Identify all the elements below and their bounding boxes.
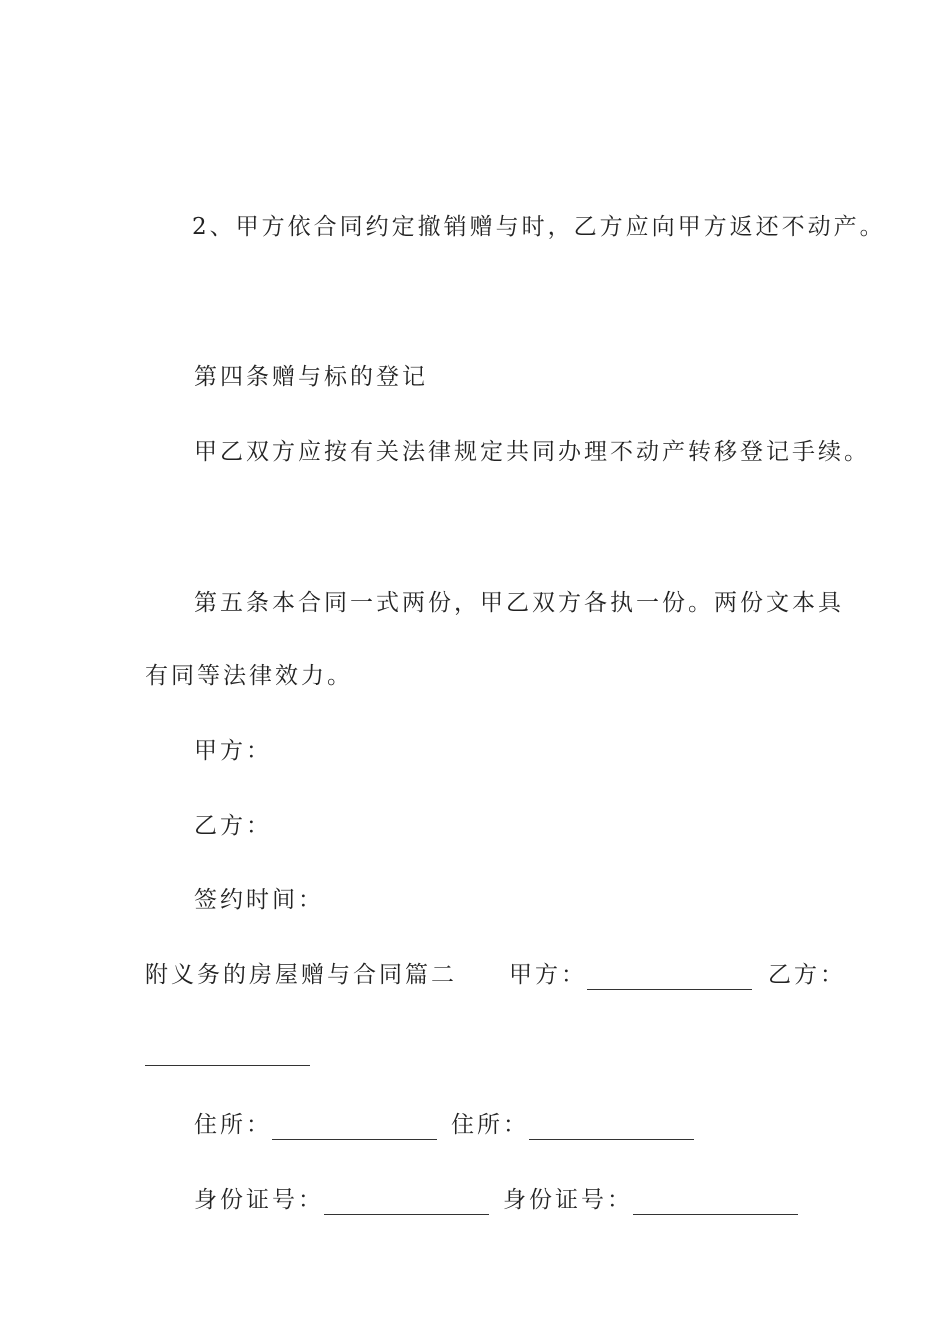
section-2-header-row (145, 960, 846, 990)
clause-3-item-2: 2、甲方依合同约定撤销赠与时，乙方应向甲方返还不动产。 (192, 214, 886, 240)
id-b-label: 身份证号： (503, 1187, 633, 1213)
signature-party-a: 甲方： (194, 738, 272, 764)
clause-4-title: 第四条赠与标的登记 (194, 364, 428, 390)
party-b-blank[interactable] (145, 1043, 310, 1066)
section-2-title: 附义务的房屋赠与合同篇二 (145, 962, 457, 988)
id-a-blank[interactable] (324, 1192, 489, 1215)
id-b-blank[interactable] (633, 1192, 798, 1215)
address-b-label: 住所： (451, 1112, 529, 1138)
clause-5-line-1: 第五条本合同一式两份，甲乙双方各执一份。两份文本具 (194, 590, 844, 616)
clause-4-body: 甲乙双方应按有关法律规定共同办理不动产转移登记手续。 (194, 439, 870, 465)
signature-party-b: 乙方： (194, 813, 272, 839)
party-b-label: 乙方： (768, 962, 846, 988)
address-a-label: 住所： (194, 1112, 272, 1138)
address-b-blank[interactable] (529, 1117, 694, 1140)
address-a-blank[interactable] (272, 1117, 437, 1140)
signature-date: 签约时间： (194, 887, 324, 913)
address-row (194, 1110, 694, 1140)
party-a-blank[interactable] (587, 967, 752, 990)
id-number-row (194, 1185, 798, 1215)
party-a-label: 甲方： (509, 962, 587, 988)
party-b-blank-row (145, 1036, 310, 1066)
id-a-label: 身份证号： (194, 1187, 324, 1213)
clause-5-line-2: 有同等法律效力。 (145, 663, 353, 689)
